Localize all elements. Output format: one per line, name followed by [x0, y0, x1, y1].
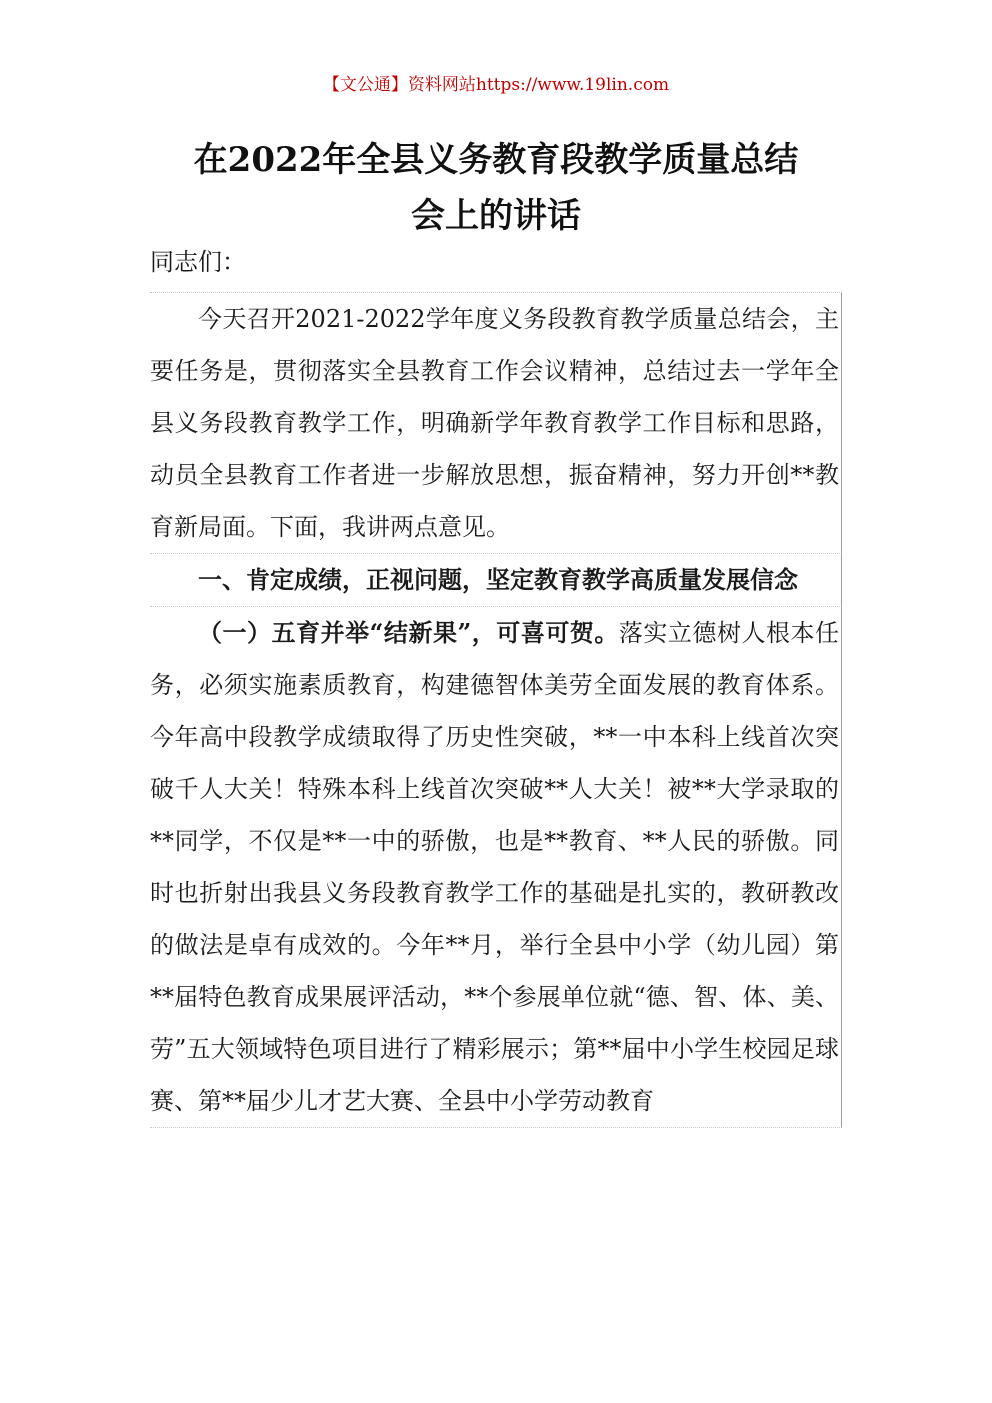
subsection-body: 落实立德树人根本任务，必须实施素质教育，构建德智体美劳全面发展的教育体系。今年高中段教学成绩取得了历史性突破，**一中本科上线首次突破千人大关！特殊本科上线首次突破**人大关！被**大学录取的**同学，不仅是**一中的骄傲，也是**教育、**人民的骄傲。同时也折射出我县义务段教育教学工作的基础是扎实的，教研教改的做法是卓有成效的。今年**月，举行全县中小学（幼儿园）第**届特色教育成果展评活动，**个参展单位就“德、智、体、美、劳”五大领域特色项目进行了精彩展示；第**届中小学生校园足球赛、第**届少儿才艺大赛、全县中小学劳动教育 — [150, 619, 840, 1115]
document-title — [150, 132, 842, 244]
site-banner-text: 【文公通】资料网站https://www.19lin.com — [322, 75, 670, 95]
title-line-1: 在2022年全县义务教育段教学质量总结 — [193, 140, 799, 180]
opening-paragraph: 今天召开2021-2022学年度义务段教育教学质量总结会，主要任务是，贯彻落实全县教育工作会议精神，总结过去一学年全县义务段教育教学工作，明确新学年教育教学工作目标和思路，动员全县教育工作者进一步解放思想，振奋精神，努力开创**教育新局面。下面，我讲两点意见。 — [150, 293, 842, 554]
document-body — [150, 236, 842, 1128]
greeting: 同志们： — [150, 236, 842, 293]
subsection-paragraph-1 — [150, 607, 842, 1128]
subsection-lead: （一）五育并举“结新果”，可喜可贺。 — [198, 618, 619, 647]
title-line-2: 会上的讲话 — [411, 196, 581, 236]
section-heading-1: 一、肯定成绩，正视问题，坚定教育教学高质量发展信念 — [150, 554, 842, 607]
site-banner — [0, 72, 992, 98]
